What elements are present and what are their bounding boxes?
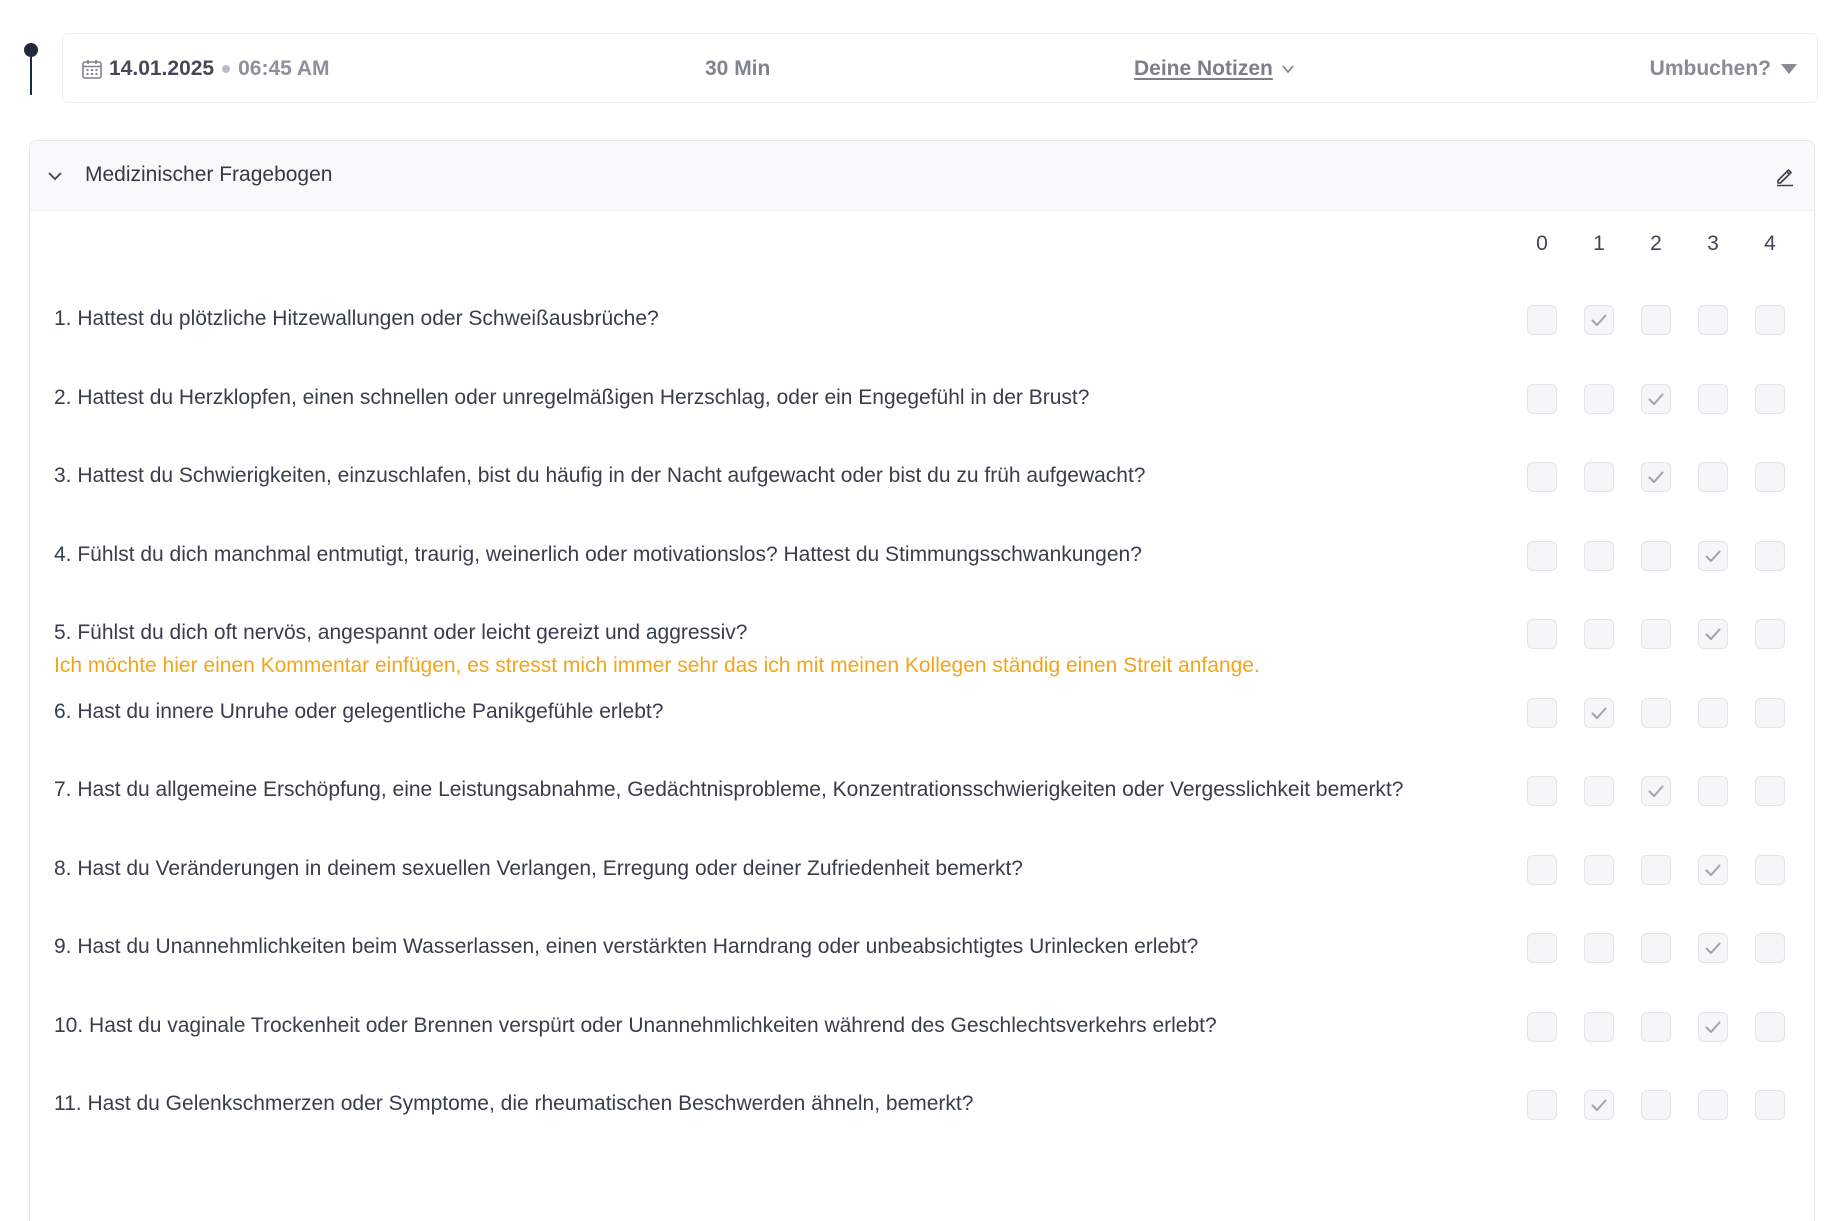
answer-checkbox-3[interactable] bbox=[1698, 1090, 1728, 1120]
separator-dot bbox=[222, 65, 230, 73]
answer-checkbox-2[interactable] bbox=[1641, 933, 1671, 963]
answer-checkbox-3[interactable] bbox=[1698, 1012, 1728, 1042]
question-comment: Ich möchte hier einen Kommentar einfügen, es stresst mich immer sehr das ich mit meinen Kollegen ständig einen Streit anfange. bbox=[54, 654, 1260, 677]
answer-checkbox-2[interactable] bbox=[1641, 855, 1671, 885]
answer-checkbox-2[interactable] bbox=[1641, 698, 1671, 728]
answer-checkbox-0[interactable] bbox=[1527, 541, 1557, 571]
answer-checkbox-2[interactable] bbox=[1641, 462, 1671, 492]
answer-checkbox-1[interactable] bbox=[1584, 305, 1614, 335]
question-text: 1. Hattest du plötzliche Hitzewallungen oder Schweißausbrüche? bbox=[54, 307, 659, 330]
answer-checkbox-4[interactable] bbox=[1755, 619, 1785, 649]
appointment-datetime bbox=[81, 57, 330, 81]
answer-checkbox-4[interactable] bbox=[1755, 1090, 1785, 1120]
scale-label-3: 3 bbox=[1707, 232, 1719, 255]
check-icon bbox=[1589, 703, 1609, 723]
answer-checkbox-2[interactable] bbox=[1641, 1090, 1671, 1120]
answer-checkbox-3[interactable] bbox=[1698, 619, 1728, 649]
answer-checkbox-0[interactable] bbox=[1527, 462, 1557, 492]
check-icon bbox=[1703, 938, 1723, 958]
check-icon bbox=[1703, 860, 1723, 880]
answer-checkbox-4[interactable] bbox=[1755, 776, 1785, 806]
question-text: 4. Fühlst du dich manchmal entmutigt, traurig, weinerlich oder motivationslos? Hattest du Stimmungsschwankungen? bbox=[54, 542, 1142, 566]
answer-checkbox-1[interactable] bbox=[1584, 541, 1614, 571]
answer-checkbox-2[interactable] bbox=[1641, 776, 1671, 806]
chevron-down-icon bbox=[1281, 62, 1295, 76]
question-text: 10. Hast du vaginale Trockenheit oder Brennen verspürt oder Unannehmlichkeiten während des Geschlechtsverkehrs erlebt? bbox=[54, 1013, 1217, 1037]
calendar-icon bbox=[81, 58, 103, 80]
answer-checkbox-1[interactable] bbox=[1584, 462, 1614, 492]
answer-checkbox-3[interactable] bbox=[1698, 305, 1728, 335]
question-text: 11. Hast du Gelenkschmerzen oder Symptome, die rheumatischen Beschwerden ähneln, bemerkt? bbox=[54, 1092, 974, 1115]
appointment-duration: 30 Min bbox=[705, 57, 771, 80]
question-text: 7. Hast du allgemeine Erschöpfung, eine Leistungsabnahme, Gedächtnisprobleme, Konzentrationsschwierigkeiten oder Vergesslichkeit bemerkt? bbox=[54, 778, 1404, 801]
scale-label-0: 0 bbox=[1536, 232, 1548, 255]
answer-checkbox-0[interactable] bbox=[1527, 305, 1557, 335]
answer-checkbox-0[interactable] bbox=[1527, 776, 1557, 806]
answer-checkbox-1[interactable] bbox=[1584, 698, 1614, 728]
check-icon bbox=[1646, 781, 1666, 801]
check-icon bbox=[1646, 467, 1666, 487]
rebook-dropdown[interactable] bbox=[1650, 57, 1797, 81]
answer-checkbox-4[interactable] bbox=[1755, 698, 1785, 728]
timeline-dot bbox=[24, 43, 38, 57]
panel-title: Medizinischer Fragebogen bbox=[85, 163, 333, 186]
panel-header[interactable] bbox=[30, 141, 1814, 211]
answer-checkbox-3[interactable] bbox=[1698, 462, 1728, 492]
appointment-time: 06:45 AM bbox=[238, 57, 330, 80]
answer-checkbox-4[interactable] bbox=[1755, 462, 1785, 492]
scale-label-4: 4 bbox=[1764, 232, 1776, 255]
answer-checkbox-2[interactable] bbox=[1641, 1012, 1671, 1042]
answer-checkbox-4[interactable] bbox=[1755, 384, 1785, 414]
answer-checkbox-3[interactable] bbox=[1698, 855, 1728, 885]
answer-checkbox-1[interactable] bbox=[1584, 619, 1614, 649]
question-text: 8. Hast du Veränderungen in deinem sexuellen Verlangen, Erregung oder deiner Zufriedenheit bemerkt? bbox=[54, 856, 1023, 880]
answer-checkbox-1[interactable] bbox=[1584, 384, 1614, 414]
answer-checkbox-1[interactable] bbox=[1584, 1090, 1614, 1120]
answer-checkbox-1[interactable] bbox=[1584, 1012, 1614, 1042]
chevron-down-icon[interactable] bbox=[46, 167, 64, 185]
answer-checkbox-4[interactable] bbox=[1755, 855, 1785, 885]
question-text: 2. Hattest du Herzklopfen, einen schnellen oder unregelmäßigen Herzschlag, oder ein Engegefühl in der Brust? bbox=[54, 385, 1090, 409]
answer-checkbox-0[interactable] bbox=[1527, 933, 1557, 963]
check-icon bbox=[1589, 310, 1609, 330]
check-icon bbox=[1703, 624, 1723, 644]
check-icon bbox=[1646, 389, 1666, 409]
answer-checkbox-0[interactable] bbox=[1527, 619, 1557, 649]
answer-checkbox-2[interactable] bbox=[1641, 619, 1671, 649]
answer-checkbox-3[interactable] bbox=[1698, 541, 1728, 571]
question-text: 6. Hast du innere Unruhe oder gelegentliche Panikgefühle erlebt? bbox=[54, 699, 664, 723]
answer-checkbox-0[interactable] bbox=[1527, 1012, 1557, 1042]
answer-checkbox-2[interactable] bbox=[1641, 305, 1671, 335]
rebook-label: Umbuchen? bbox=[1649, 57, 1771, 80]
answer-checkbox-3[interactable] bbox=[1698, 776, 1728, 806]
answer-checkbox-4[interactable] bbox=[1755, 1012, 1785, 1042]
check-icon bbox=[1703, 546, 1723, 566]
appointment-bar bbox=[62, 33, 1818, 103]
scale-label-1: 1 bbox=[1593, 232, 1605, 255]
appointment-date: 14.01.2025 bbox=[109, 57, 215, 80]
pencil-icon[interactable] bbox=[1774, 165, 1796, 187]
notes-label: Deine Notizen bbox=[1134, 57, 1273, 80]
answer-checkbox-4[interactable] bbox=[1755, 541, 1785, 571]
question-text: 9. Hast du Unannehmlichkeiten beim Wasserlassen, einen verstärkten Harndrang oder unbeabsichtigtes Urinlecken erlebt? bbox=[54, 935, 1199, 958]
answer-checkbox-1[interactable] bbox=[1584, 776, 1614, 806]
answer-checkbox-0[interactable] bbox=[1527, 855, 1557, 885]
answer-checkbox-4[interactable] bbox=[1755, 305, 1785, 335]
answer-checkbox-3[interactable] bbox=[1698, 933, 1728, 963]
answer-checkbox-2[interactable] bbox=[1641, 384, 1671, 414]
answer-checkbox-4[interactable] bbox=[1755, 933, 1785, 963]
answer-checkbox-0[interactable] bbox=[1527, 384, 1557, 414]
check-icon bbox=[1703, 1017, 1723, 1037]
answer-checkbox-3[interactable] bbox=[1698, 698, 1728, 728]
caret-down-icon bbox=[1781, 64, 1797, 74]
questionnaire-panel bbox=[29, 140, 1815, 1221]
scale-label-2: 2 bbox=[1650, 232, 1662, 255]
answer-checkbox-0[interactable] bbox=[1527, 698, 1557, 728]
answer-checkbox-3[interactable] bbox=[1698, 384, 1728, 414]
answer-checkbox-1[interactable] bbox=[1584, 855, 1614, 885]
question-text: 5. Fühlst du dich oft nervös, angespannt oder leicht gereizt und aggressiv? bbox=[54, 621, 748, 644]
answer-checkbox-2[interactable] bbox=[1641, 541, 1671, 571]
check-icon bbox=[1589, 1095, 1609, 1115]
notes-dropdown[interactable] bbox=[1134, 57, 1295, 81]
question-text: 3. Hattest du Schwierigkeiten, einzuschlafen, bist du häufig in der Nacht aufgewacht oder bist du zu früh aufgewacht? bbox=[54, 464, 1146, 487]
answer-checkbox-0[interactable] bbox=[1527, 1090, 1557, 1120]
answer-checkbox-1[interactable] bbox=[1584, 933, 1614, 963]
timeline-line bbox=[30, 57, 32, 95]
